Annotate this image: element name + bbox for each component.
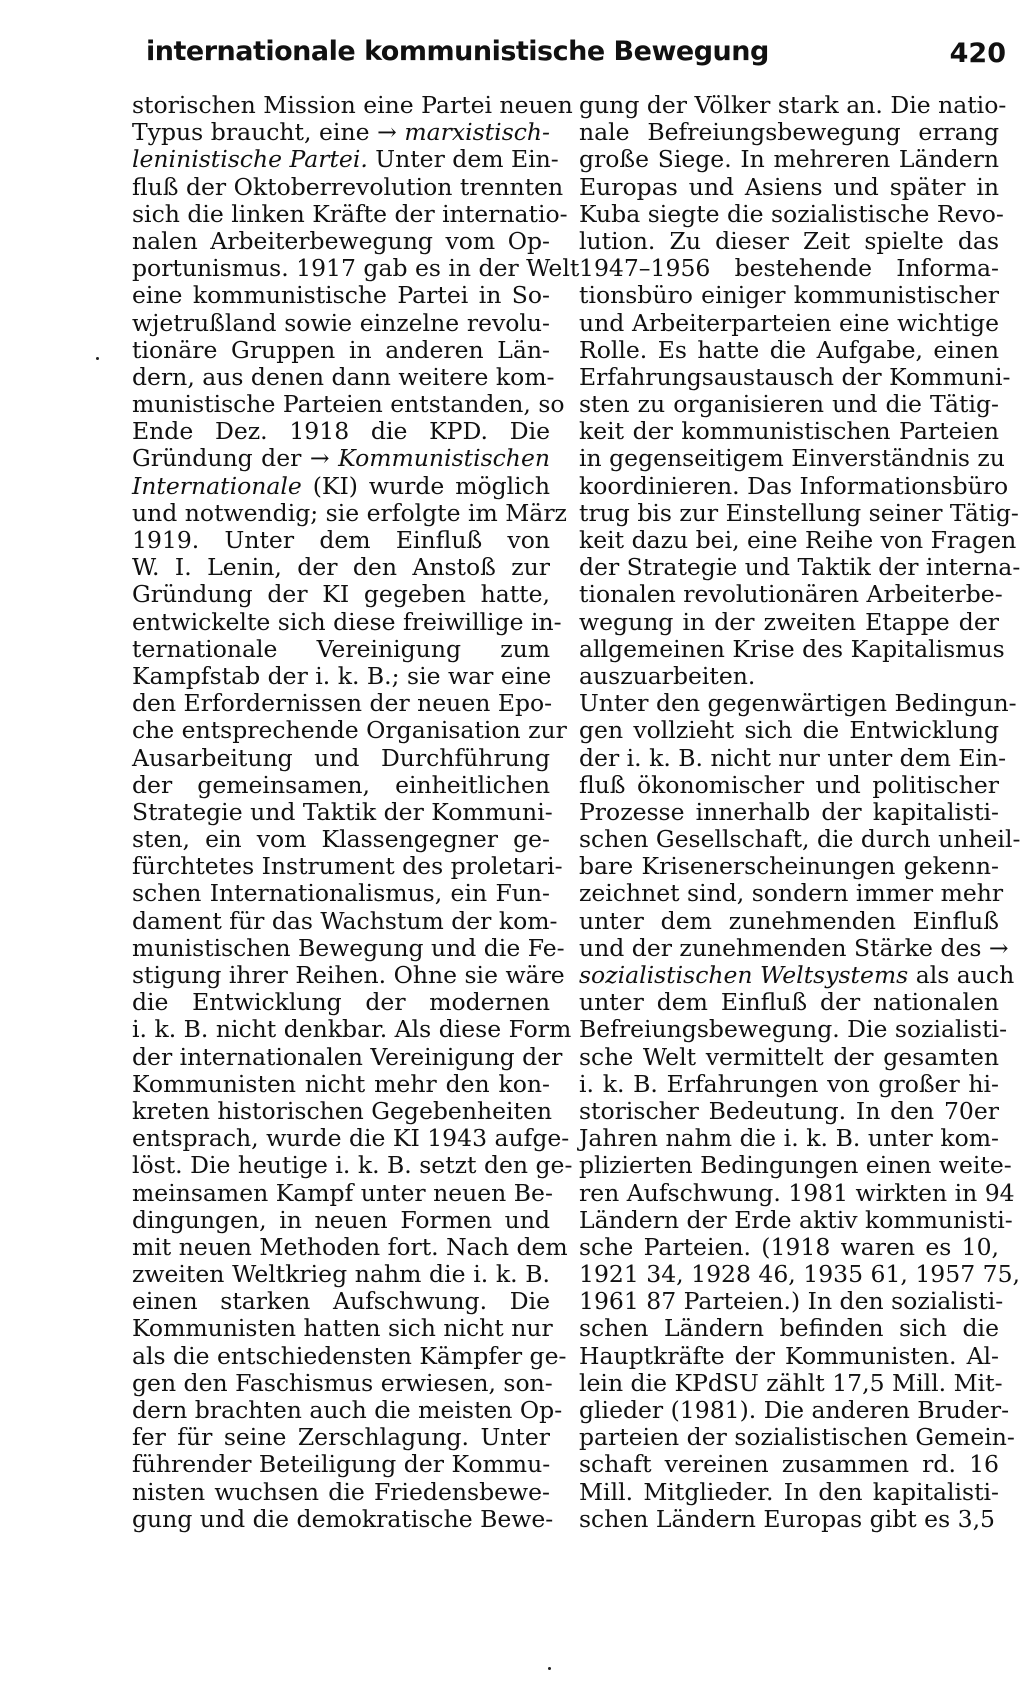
text-line: den Erfordernissen der neuen Epo- [132,689,553,718]
text-line: storischer Bedeutung. In den 70er [579,1096,999,1125]
text-line: tionäre Gruppen in anderen Län- [132,335,550,364]
page-number: 420 [949,38,1006,69]
text-line: fluß der Oktoberrevolution trennten [132,172,564,201]
text-line: Gründung der KI gegeben hatte, [132,580,550,609]
text-line: che entsprechende Organisation zur [132,716,567,745]
text-line: kreten historischen Gegebenheiten [132,1096,553,1125]
text-line: meinsamen Kampf unter neuen Be- [132,1178,553,1207]
text-line: und notwendig; sie erfolgte im März [132,498,567,527]
text-line: Europas und Asiens und später in [579,172,999,201]
text-line: i. k. B. Erfahrungen von großer hi- [579,1069,999,1098]
text-line: Prozesse innerhalb der kapitalisti- [579,797,999,826]
text-line: ren Aufschwung. 1981 wirkten in 94 [579,1178,1015,1207]
text-line: und Arbeiterparteien eine wichtige [579,308,999,337]
text-line: stigung ihrer Reihen. Ohne sie wäre [132,961,565,989]
text-line: tionsbüro einiger kommunistischer [579,281,999,310]
text-line: Jahren nahm die i. k. B. unter kom- [579,1124,999,1153]
text-line: sche Welt vermittelt der gesamten [579,1042,999,1071]
text-line: entwickelte sich diese freiwillige in- [132,607,562,636]
text-line: fürchtetes Instrument des proletari- [132,852,563,881]
page-header [146,36,1006,82]
right-text-column [579,91,1021,1533]
text-line: der internationalen Vereinigung der [132,1042,563,1071]
text-line: 1921 34, 1928 46, 1935 61, 1957 75, [579,1260,1021,1289]
text-line: Internationale (KI) wurde möglich [132,471,550,500]
text-line: Mill. Mitglieder. In den kapitalisti- [579,1477,999,1506]
text-line: unter dem Einfluß der nationalen [579,988,999,1017]
text-line: unter dem zunehmenden Einfluß [579,906,999,935]
text-line: Ausarbeitung und Durchführung [132,743,550,772]
text-line: nisten wuchsen die Friedensbewe- [132,1477,550,1506]
text-line: Erfahrungsaustausch der Kommuni- [579,362,1011,391]
text-line: W. I. Lenin, der den Anstoß zur [132,553,550,582]
text-line: Gründung der → Kommunistischen [132,444,550,473]
text-line: fer für seine Zerschlagung. Unter [132,1423,550,1452]
text-line: der i. k. B. nicht nur unter dem Ein- [579,743,1007,772]
text-line: lein die KPdSU zählt 17,5 Mill. Mit- [579,1368,1003,1397]
text-line: der gemeinsamen, einheitlichen [132,770,550,799]
text-line: 1961 87 Parteien.) In den sozialisti- [579,1287,1004,1316]
text-line: tionalen revolutionären Arbeiterbe- [579,580,1003,609]
text-line: zeichnet sind, sondern immer mehr [579,879,1004,908]
text-line: sten zu organisieren und die Tätig- [579,390,999,419]
text-line: mit neuen Methoden fort. Nach dem [132,1232,568,1261]
text-line: eine kommunistische Partei in So- [132,281,550,310]
text-line: schen Internationalismus, ein Fun- [132,879,550,908]
text-line: Kommunisten nicht mehr den kon- [132,1069,550,1098]
text-line: führender Beteiligung der Kommu- [132,1450,551,1479]
text-line: sten, ein vom Klassengegner ge- [132,825,550,854]
text-line: Kampfstab der i. k. B.; sie war eine [132,661,552,690]
text-line: Kuba siegte die sozialistische Revo- [579,199,1004,228]
text-line: storischen Mission eine Partei neuen [132,91,573,119]
text-line: wjetrußland sowie einzelne revolu- [132,308,550,337]
text-line: Hauptkräfte der Kommunisten. Al- [579,1341,999,1370]
text-line: Strategie und Taktik der Kommuni- [132,797,553,826]
text-line: keit dazu bei, eine Reihe von Fragen [579,526,1017,554]
text-line: Ländern der Erde aktiv kommunisti- [579,1205,1013,1234]
text-line: entsprach, wurde die KI 1943 aufge- [132,1124,570,1153]
text-line: der Strategie und Taktik der interna- [579,553,1021,582]
text-line: 1919. Unter dem Einfluß von [132,526,550,554]
text-line: große Siege. In mehreren Ländern [579,145,999,174]
text-line: 1947–1956 bestehende Informa- [579,254,999,283]
text-line: nalen Arbeiterbewegung vom Op- [132,226,550,255]
text-line: schaft vereinen zusammen rd. 16 [579,1450,999,1479]
text-line: leninistische Partei. Unter dem Ein- [132,145,559,174]
text-line: lution. Zu dieser Zeit spielte das [579,226,999,255]
speck-mark [548,1667,551,1670]
text-line: munistischen Bewegung und die Fe- [132,933,565,962]
text-line: gen den Faschismus erwiesen, son- [132,1368,553,1397]
text-line: dern brachten auch die meisten Op- [132,1396,563,1424]
text-line: dern, aus denen dann weitere kom- [132,362,555,391]
text-line: ternationale Vereinigung zum [132,634,550,663]
text-line: munistische Parteien entstanden, so [132,390,565,419]
text-line: plizierten Bedingungen einen weite- [579,1151,1012,1180]
text-line: Typus braucht, eine → marxistisch- [132,118,550,147]
text-line: fluß ökonomischer und politischer [579,770,999,799]
speck-mark [96,357,99,360]
text-line: Ende Dez. 1918 die KPD. Die [132,417,550,446]
text-line: portunismus. 1917 gab es in der Welt [132,254,580,283]
text-line: auszuarbeiten. [579,661,756,690]
text-line: glieder (1981). Die anderen Bruder- [579,1396,1010,1424]
text-line: bare Krisenerscheinungen gekenn- [579,852,999,881]
text-line: zweiten Weltkrieg nahm die i. k. B. [132,1260,550,1289]
left-text-column [132,91,580,1533]
text-line: und der zunehmenden Stärke des → [579,933,1009,962]
text-line: wegung in der zweiten Etappe der [579,607,999,636]
text-line: koordinieren. Das Informationsbüro [579,471,1009,500]
text-line: in gegenseitigem Einverständnis zu [579,444,1005,473]
text-line: gung der Völker stark an. Die natio- [579,91,1007,119]
text-line: parteien der sozialistischen Gemein- [579,1423,1015,1452]
text-line: dament für das Wachstum der kom- [132,906,558,935]
text-line: gen vollzieht sich die Entwicklung [579,716,999,745]
text-line: Unter den gegenwärtigen Bedingun- [579,689,1017,718]
text-line: sche Parteien. (1918 waren es 10, [579,1232,999,1261]
text-line: schen Ländern befinden sich die [579,1314,999,1343]
text-line: i. k. B. nicht denkbar. Als diese Form [132,1015,572,1044]
text-line: allgemeinen Krise des Kapitalismus [579,634,1005,663]
text-line: als die entschiedensten Kämpfer ge- [132,1341,567,1370]
text-line: dingungen, in neuen Formen und [132,1205,550,1234]
text-line: einen starken Aufschwung. Die [132,1287,550,1316]
text-line: sich die linken Kräfte der internatio- [132,199,568,228]
text-line: sozialistischen Weltsystems als auch [579,961,1015,989]
text-line: keit der kommunistischen Parteien [579,417,999,446]
text-line: trug bis zur Einstellung seiner Tätig- [579,498,1019,527]
text-line: löst. Die heutige i. k. B. setzt den ge- [132,1151,573,1180]
text-line: Kommunisten hatten sich nicht nur [132,1314,553,1343]
text-line: die Entwicklung der modernen [132,988,550,1017]
running-head-title: internationale kommunistische Bewegung [146,36,769,67]
text-line: schen Ländern Europas gibt es 3,5 [579,1504,995,1533]
text-line: schen Gesellschaft, die durch unheil- [579,825,1021,854]
text-line: Befreiungsbewegung. Die sozialisti- [579,1015,1008,1044]
text-line: Rolle. Es hatte die Aufgabe, einen [579,335,999,364]
text-line: nale Befreiungsbewegung errang [579,118,999,147]
text-line: gung und die demokratische Bewe- [132,1504,554,1533]
